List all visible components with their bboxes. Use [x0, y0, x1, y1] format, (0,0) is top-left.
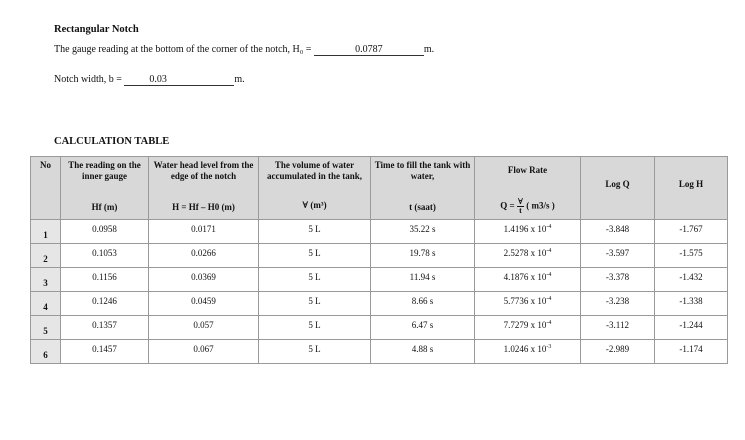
- header-hf: [61, 157, 149, 220]
- cell-log-h: -1.338: [655, 292, 728, 316]
- cell-log-h: -1.432: [655, 268, 728, 292]
- header-flow-rate: [475, 157, 581, 220]
- cell-log-h: -1.174: [655, 340, 728, 364]
- header-no: No: [31, 157, 61, 220]
- cell-log-q: -3.848: [581, 220, 655, 244]
- header-flow-rate-desc: Flow Rate: [507, 165, 548, 175]
- cell-flow-rate: 2.5278 x $10^{-4}$: [475, 244, 581, 268]
- cell-volume: 5 L: [259, 268, 371, 292]
- section-title: Rectangular Notch: [54, 24, 139, 35]
- cell-log-q: -3.378: [581, 268, 655, 292]
- cell-flow-rate: 1.4196 x $10^{-4}$: [475, 220, 581, 244]
- table-row: [31, 292, 728, 316]
- table-title: CALCULATION TABLE: [54, 136, 170, 147]
- cell-h: 0.0171: [149, 220, 259, 244]
- header-hf-symbol: Hf (m): [91, 202, 118, 212]
- cell-time: 6.47 s: [371, 316, 475, 340]
- notch-width-label: Notch width, b =: [54, 74, 122, 85]
- row-number: 4: [31, 292, 61, 316]
- table-row: [31, 316, 728, 340]
- cell-volume: 5 L: [259, 292, 371, 316]
- cell-log-q: -2.989: [581, 340, 655, 364]
- header-log-h: Log H: [655, 157, 728, 220]
- header-hf-desc: The reading on the inner gauge: [68, 160, 141, 181]
- row-number: 2: [31, 244, 61, 268]
- header-volume: [259, 157, 371, 220]
- cell-time: 19.78 s: [371, 244, 475, 268]
- notch-width-blank: [124, 74, 234, 86]
- cell-h: 0.067: [149, 340, 259, 364]
- cell-hf: 0.1053: [61, 244, 149, 268]
- gauge-reading-line: [54, 44, 434, 56]
- row-number: 1: [31, 220, 61, 244]
- notch-width-unit: m.: [234, 74, 245, 85]
- header-volume-symbol: ∀ (m³): [302, 200, 327, 210]
- cell-h: 0.057: [149, 316, 259, 340]
- notch-width-value: 0.03: [149, 74, 167, 85]
- header-h-desc: Water head level from the edge of the notch: [153, 160, 254, 181]
- gauge-reading-label: The gauge reading at the bottom of the corner of the notch, H₀ =: [54, 44, 312, 55]
- cell-hf: 0.1246: [61, 292, 149, 316]
- header-log-q: Log Q: [581, 157, 655, 220]
- cell-time: 11.94 s: [371, 268, 475, 292]
- cell-volume: 5 L: [259, 316, 371, 340]
- cell-time: 8.66 s: [371, 292, 475, 316]
- table-row: [31, 220, 728, 244]
- calculation-table: [30, 156, 728, 364]
- table-row: [31, 244, 728, 268]
- row-number: 3: [31, 268, 61, 292]
- cell-hf: 0.0958: [61, 220, 149, 244]
- header-flow-rate-formula: Q = $\frac{\forall}{t}$ ( m3/s ): [500, 197, 555, 215]
- table-row: [31, 268, 728, 292]
- cell-h: 0.0459: [149, 292, 259, 316]
- table-row: [31, 340, 728, 364]
- row-number: 6: [31, 340, 61, 364]
- cell-log-h: -1.575: [655, 244, 728, 268]
- cell-hf: 0.1357: [61, 316, 149, 340]
- cell-log-q: -3.112: [581, 316, 655, 340]
- cell-volume: 5 L: [259, 340, 371, 364]
- cell-time: 35.22 s: [371, 220, 475, 244]
- cell-time: 4.88 s: [371, 340, 475, 364]
- cell-hf: 0.1457: [61, 340, 149, 364]
- header-h-symbol: H = Hf – H0 (m): [172, 202, 235, 212]
- notch-width-line: [54, 74, 245, 86]
- flow-rate-fraction: $\frac{\forall}{t}$: [517, 197, 524, 215]
- header-time-symbol: t (saat): [409, 202, 436, 212]
- header-time-desc: Time to fill the tank with water,: [374, 160, 471, 181]
- cell-flow-rate: 7.7279 x $10^{-4}$: [475, 316, 581, 340]
- gauge-reading-unit: m.: [423, 44, 435, 55]
- row-number: 5: [31, 316, 61, 340]
- cell-flow-rate: 1.0246 x $10^{-3}$: [475, 340, 581, 364]
- header-volume-desc: The volume of water accumulated in the tank,: [266, 160, 362, 181]
- cell-log-q: -3.238: [581, 292, 655, 316]
- cell-h: 0.0266: [149, 244, 259, 268]
- gauge-reading-value: 0.0787: [314, 44, 424, 56]
- cell-volume: 5 L: [259, 220, 371, 244]
- cell-log-q: -3.597: [581, 244, 655, 268]
- cell-flow-rate: 4.1876 x $10^{-4}$: [475, 268, 581, 292]
- cell-flow-rate: 5.7736 x $10^{-4}$: [475, 292, 581, 316]
- cell-h: 0.0369: [149, 268, 259, 292]
- header-time: [371, 157, 475, 220]
- cell-hf: 0.1156: [61, 268, 149, 292]
- header-h: [149, 157, 259, 220]
- header-row: [31, 157, 728, 220]
- cell-log-h: -1.767: [655, 220, 728, 244]
- cell-volume: 5 L: [259, 244, 371, 268]
- cell-log-h: -1.244: [655, 316, 728, 340]
